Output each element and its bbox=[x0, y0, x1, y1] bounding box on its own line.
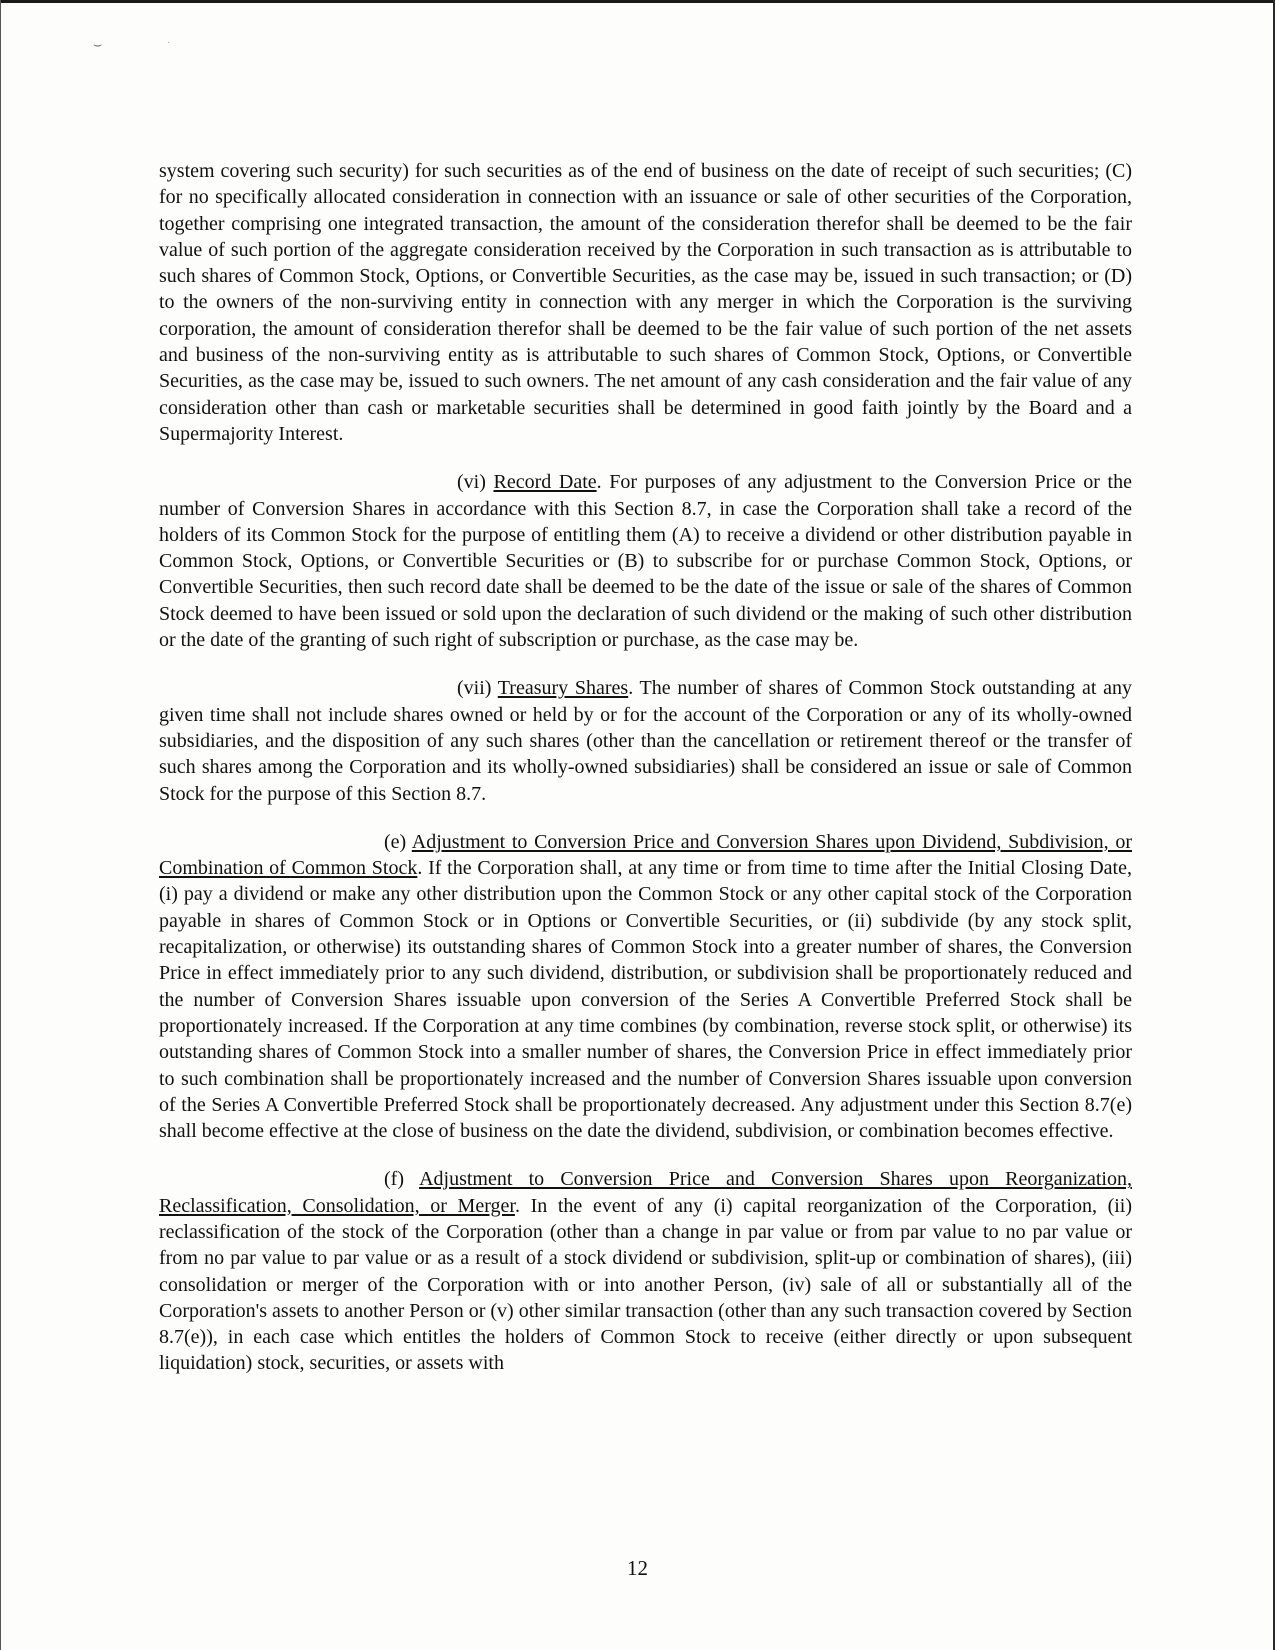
paragraph-record-date bbox=[159, 469, 1132, 653]
scan-edge-left bbox=[0, 0, 1, 1650]
paragraph-text: . The number of shares of Common Stock outstanding at any given time shall not include shares owned or held by or for the account of the Corporation or any of its wholly-owned subsidiaries, and the disposition of any such shares (other than the cancellation or retirement thereof or the transfer of such shares among the Corporation and its wholly-owned subsidiaries) shall be considered an issue or sale of Common Stock for the purpose of this Section 8.7. bbox=[159, 677, 1132, 805]
paragraph-heading: Adjustment to Conversion Price and Conversion Shares upon Dividend, Subdivision, or Combination of Common Stock bbox=[159, 830, 1133, 880]
scan-artifact-dot: · bbox=[167, 38, 171, 49]
paragraph-text: system covering such security) for such securities as of the end of business on the date of receipt of such securities; (C) for no specifically allocated consideration in connection with an issuance or sale of other securities of the Corporation, together comprising one integrated transaction, the amount of the consideration therefor shall be deemed to be the fair value of such portion of the aggregate consideration received by the Corporation in such transaction as is attributable to such shares of Common Stock, Options, or Convertible Securities, as the case may be, issued in such transaction; or (D) to the owners of the non-surviving entity in connection with any merger in which the Corporation is the surviving corporation, the amount of consideration therefor shall be deemed to be the fair value of such portion of the net assets and business of the non-surviving entity as is attributable to such shares of Common Stock, Options, or Convertible Securities, as the case may be, issued to such owners. The net amount of any cash consideration and the fair value of any consideration other than cash or marketable securities shall be determined in good faith jointly by the Board and a Supermajority Interest. bbox=[159, 160, 1132, 445]
paragraph-label: (vi) bbox=[457, 471, 494, 494]
paragraph-heading: Adjustment to Conversion Price and Conversion Shares upon Reorganization, Reclassification, Consolidation, or Merger bbox=[159, 1168, 1132, 1217]
paragraph-heading: Record Date bbox=[493, 471, 597, 494]
paragraph-continuation bbox=[159, 158, 1132, 447]
paragraph-text: . If the Corporation shall, at any time or from time to time after the Initial Closing Date, (i) pay a dividend or make any other distribution upon the Common Stock or any other capital stock of the Corporation payable in shares of Common Stock or in Options or Convertible Securities, or (ii) subdivide (by any stock split, recapitalization, or otherwise) its outstanding shares of Common Stock into a greater number of shares, the Conversion Price in effect immediately prior to any such dividend, distribution, or subdivision shall be proportionately reduced and the number of Conversion Shares issuable upon conversion of the Series A Convertible Preferred Stock shall be proportionately increased. If the Corporation at any time combines (by combination, reverse stock split, or otherwise) its outstanding shares of Common Stock into a smaller number of shares, the Conversion Price in effect immediately prior to such combination shall be proportionately increased and the number of Conversion Shares issuable upon conversion of the Series A Convertible Preferred Stock shall be proportionately decreased. Any adjustment under this Section 8.7(e) shall become effective at the close of business on the date the dividend, subdivision, or combination becomes effective. bbox=[159, 857, 1132, 1143]
paragraph-text: . For purposes of any adjustment to the Conversion Price or the number of Conversion Shares in accordance with this Section 8.7, in case the Corporation shall take a record of the holders of its Common Stock for the purpose of entitling them (A) to receive a dividend or other distribution payable in Common Stock, Options, or Convertible Securities or (B) to subscribe for or purchase Common Stock, Options, or Convertible Securities, then such record date shall be deemed to be the date of the issue or sale of the shares of Common Stock deemed to have been issued or sold upon the declaration of such dividend or the making of such other distribution or the date of the granting of such right of subscription or purchase, as the case may be. bbox=[159, 471, 1132, 652]
paragraph-label: (vii) bbox=[457, 677, 498, 700]
paragraph-label: (e) bbox=[384, 830, 412, 853]
paragraph-label: (f) bbox=[384, 1168, 420, 1191]
paragraph-text: . In the event of any (i) capital reorganization of the Corporation, (ii) reclassification of the stock of the Corporation (other than a change in par value or from par value to no par value or from no par value to par value or as a result of a stock dividend or subdivision, split-up or combination of shares), (iii) consolidation or merger of the Corporation with or into another Person, (iv) sale of all or substantially all of the Corporation's assets to another Person or (v) other similar transaction (other than any such transaction covered by Section 8.7(e)), in each case which entitles the holders of Common Stock to receive (either directly or upon subsequent liquidation) stock, securities, or assets with bbox=[159, 1194, 1133, 1375]
paragraph-treasury-shares bbox=[159, 675, 1132, 806]
scan-artifact-mark: ⌣ bbox=[93, 38, 103, 53]
paragraph-heading: Treasury Shares bbox=[497, 677, 629, 700]
paragraph-section-e bbox=[159, 829, 1132, 1145]
paragraph-section-f bbox=[159, 1166, 1132, 1376]
page-number: 12 bbox=[627, 1556, 648, 1580]
document-body bbox=[159, 158, 1132, 1399]
scan-edge-top bbox=[0, 0, 1275, 3]
